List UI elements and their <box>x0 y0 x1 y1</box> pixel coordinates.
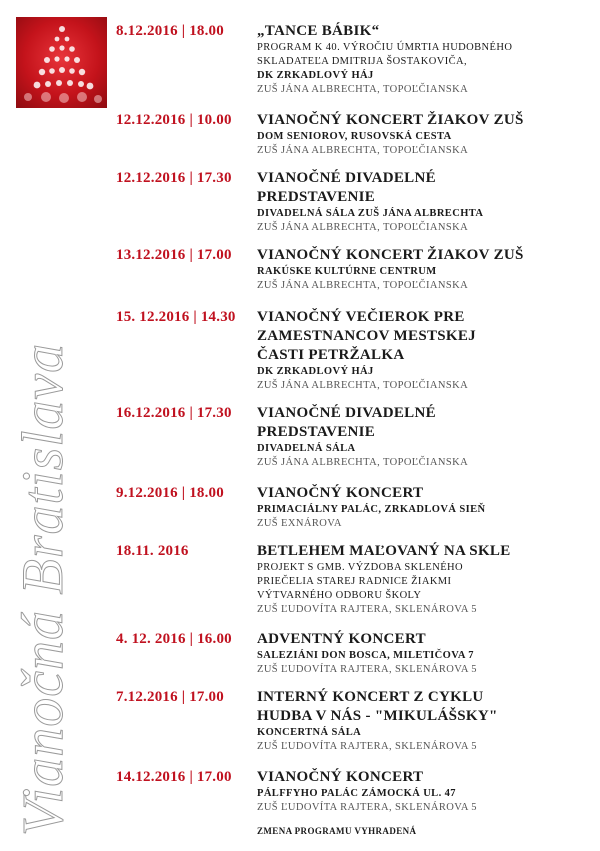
event-title: VIANOČNÝ VEČIEROK PRE <box>257 309 465 325</box>
event-organizer: ZUŠ JÁNA ALBRECHTA, TOPOĽČIANSKA <box>257 380 469 391</box>
event-info <box>257 630 597 677</box>
event-organizer: ZUŠ ĽUDOVÍTA RAJTERA, SKLENÁROVA 5 <box>257 664 477 675</box>
event-info <box>257 404 597 470</box>
event-venue: DK ZRKADLOVÝ HÁJ <box>257 70 374 81</box>
event-date: 7.12.2016 | 17.00 <box>116 689 224 705</box>
event-venue: PRIEČELIA STAREJ RADNICE ŽIAKMI <box>257 576 452 587</box>
event-venue: PRIMACIÁLNY PALÁC, ZRKADLOVÁ SIEŇ <box>257 504 486 515</box>
event-venue: PROJEKT S GMB. VÝZDOBA SKLENÉHO <box>257 562 463 573</box>
christmas-tree-photo <box>16 17 107 108</box>
event-venue: DIVADELNÁ SÁLA <box>257 443 356 454</box>
event-venue: RAKÚSKE KULTÚRNE CENTRUM <box>257 266 437 277</box>
event-title: PREDSTAVENIE <box>257 189 376 205</box>
event-title: ZAMESTNANCOV MESTSKEJ <box>257 328 476 344</box>
event-organizer: ZUŠ JÁNA ALBRECHTA, TOPOĽČIANSKA <box>257 222 469 233</box>
event-info <box>257 22 597 97</box>
event-title: VIANOČNÝ KONCERT ŽIAKOV ZUŠ <box>257 247 524 263</box>
vertical-title: Vianočná Bratislava <box>10 342 75 836</box>
event-date: 14.12.2016 | 17.00 <box>116 769 232 785</box>
event-venue: SALEZIÁNI DON BOSCA, MILETIČOVA 7 <box>257 650 474 661</box>
event-venue: PÁLFFYHO PALÁC ZÁMOCKÁ UL. 47 <box>257 788 456 799</box>
event-venue: KONCERTNÁ SÁLA <box>257 727 362 738</box>
event-title: VIANOČNÝ KONCERT ŽIAKOV ZUŠ <box>257 112 524 128</box>
event-organizer: ZUŠ JÁNA ALBRECHTA, TOPOĽČIANSKA <box>257 457 469 468</box>
christmas-tree-icon <box>16 17 107 108</box>
event-title: ČASTI PETRŽALKA <box>257 347 405 363</box>
event-info <box>257 542 597 617</box>
event-venue: PROGRAM K 40. VÝROČIU ÚMRTIA HUDOBNÉHO <box>257 42 513 53</box>
event-organizer: ZUŠ JÁNA ALBRECHTA, TOPOĽČIANSKA <box>257 145 469 156</box>
event-organizer: ZUŠ JÁNA ALBRECHTA, TOPOĽČIANSKA <box>257 280 469 291</box>
event-title: PREDSTAVENIE <box>257 424 376 440</box>
event-date: 12.12.2016 | 10.00 <box>116 112 232 128</box>
event-info <box>257 246 597 293</box>
event-date: 13.12.2016 | 17.00 <box>116 247 232 263</box>
event-info <box>257 111 597 158</box>
event-info <box>257 308 597 393</box>
event-title: INTERNÝ KONCERT Z CYKLU <box>257 689 484 705</box>
event-venue: DK ZRKADLOVÝ HÁJ <box>257 366 374 377</box>
event-date: 15. 12.2016 | 14.30 <box>116 309 236 325</box>
event-organizer: ZUŠ ĽUDOVÍTA RAJTERA, SKLENÁROVA 5 <box>257 802 477 813</box>
event-date: 18.11. 2016 <box>116 543 189 559</box>
event-venue: VÝTVARNÉHO ODBORU ŠKOLY <box>257 590 422 601</box>
event-title: ADVENTNÝ KONCERT <box>257 631 426 647</box>
event-organizer: ZUŠ JÁNA ALBRECHTA, TOPOĽČIANSKA <box>257 84 469 95</box>
event-title: BETLEHEM MAĽOVANÝ NA SKLE <box>257 543 511 559</box>
event-title: VIANOČNÉ DIVADELNÉ <box>257 405 436 421</box>
event-title: VIANOČNÝ KONCERT <box>257 485 424 501</box>
event-title: VIANOČNÝ KONCERT <box>257 769 424 785</box>
event-title: HUDBA V NÁS - "MIKULÁŠSKY" <box>257 708 498 724</box>
event-date: 16.12.2016 | 17.30 <box>116 405 232 421</box>
event-title: VIANOČNÉ DIVADELNÉ <box>257 170 436 186</box>
event-venue: DIVADELNÁ SÁLA ZUŠ JÁNA ALBRECHTA <box>257 208 484 219</box>
event-organizer: ZUŠ ĽUDOVÍTA RAJTERA, SKLENÁROVA 5 <box>257 604 477 615</box>
event-date: 8.12.2016 | 18.00 <box>116 23 224 39</box>
event-info <box>257 169 597 235</box>
event-info <box>257 688 597 754</box>
event-info <box>257 768 597 815</box>
event-organizer: ZUŠ EXNÁROVA <box>257 518 342 529</box>
event-venue: DOM SENIOROV, RUSOVSKÁ CESTA <box>257 131 452 142</box>
event-info <box>257 484 597 531</box>
event-date: 4. 12. 2016 | 16.00 <box>116 631 232 647</box>
event-date: 9.12.2016 | 18.00 <box>116 485 224 501</box>
event-organizer: ZUŠ ĽUDOVÍTA RAJTERA, SKLENÁROVA 5 <box>257 741 477 752</box>
event-date: 12.12.2016 | 17.30 <box>116 170 232 186</box>
event-title: „TANCE BÁBIK“ <box>257 23 380 39</box>
event-venue: SKLADATEĽA DMITRIJA ŠOSTAKOVIČA, <box>257 56 468 67</box>
footnote: ZMENA PROGRAMU VYHRADENÁ <box>257 826 417 836</box>
